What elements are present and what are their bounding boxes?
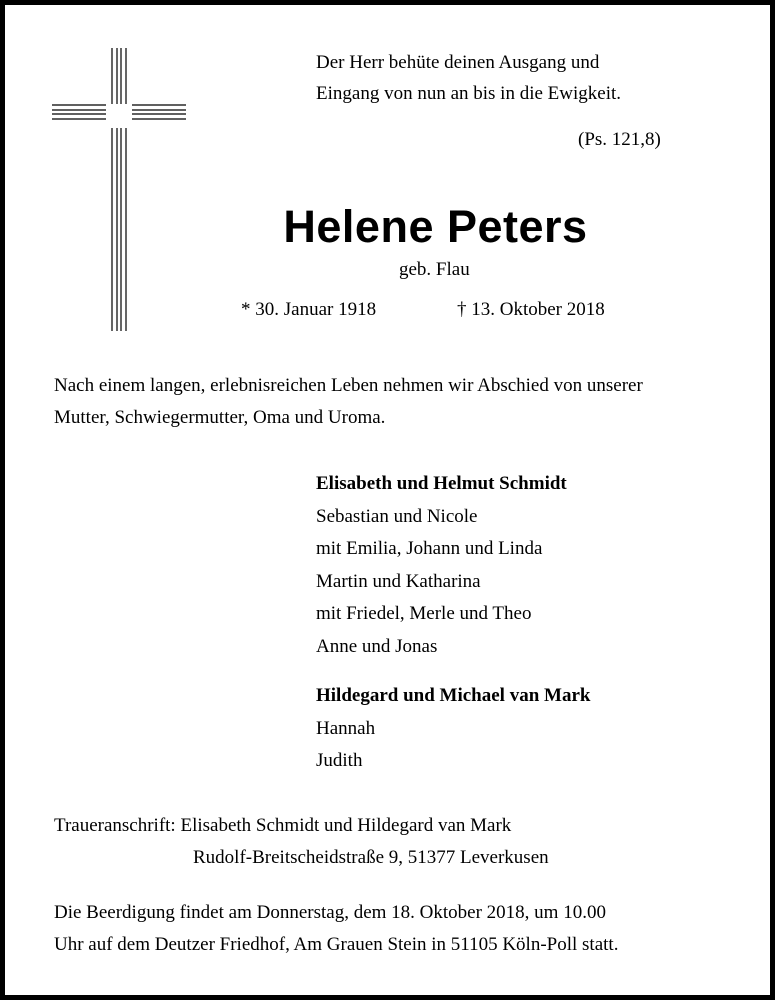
birth-date: * 30. Januar 1918 [241,299,377,320]
cross-icon [50,48,190,333]
burial-line: Uhr auf dem Deutzer Friedhof, Am Grauen Stein in 51105 Köln-Poll statt. [54,934,619,955]
family-head: Hildegard und Michael van Mark [316,685,591,706]
deceased-name: Helene Peters [283,201,588,252]
psalm-reference: (Ps. 121,8) [578,129,661,150]
family-group [316,468,567,663]
family-group [316,680,590,778]
burial-info [54,897,618,961]
family-member: Martin und Katharina [316,570,481,592]
death-date: † 13. Oktober 2018 [457,299,605,320]
psalm-line: Der Herr behüte deinen Ausgang und [316,52,600,73]
burial-line: Die Beerdigung findet am Donnerstag, dem 18. Oktober 2018, um 10.00 [54,902,606,923]
mourning-address-street: Rudolf-Breitscheidstraße 9, 51377 Leverkusen [193,847,549,868]
maiden-name: geb. Flau [399,259,470,280]
family-member: Sebastian und Nicole [316,505,478,527]
psalm-line: Eingang von nun an bis in die Ewigkeit. [316,83,622,104]
intro-line: Mutter, Schwiegermutter, Oma und Uroma. [54,407,386,428]
family-member: Anne und Jonas [316,635,438,657]
family-head: Elisabeth und Helmut Schmidt [316,473,567,494]
intro-text [54,370,734,434]
intro-line: Nach einem langen, erlebnisreichen Leben nehmen wir Abschied von unserer [54,375,643,396]
family-member: Judith [316,750,363,771]
family-member: mit Friedel, Merle und Theo [316,603,532,624]
family-member: mit Emilia, Johann und Linda [316,538,543,559]
psalm-verse [316,47,621,109]
family-member: Hannah [316,717,376,739]
mourning-address: Traueranschrift: Elisabeth Schmidt und Hildegard van Mark [54,815,512,836]
